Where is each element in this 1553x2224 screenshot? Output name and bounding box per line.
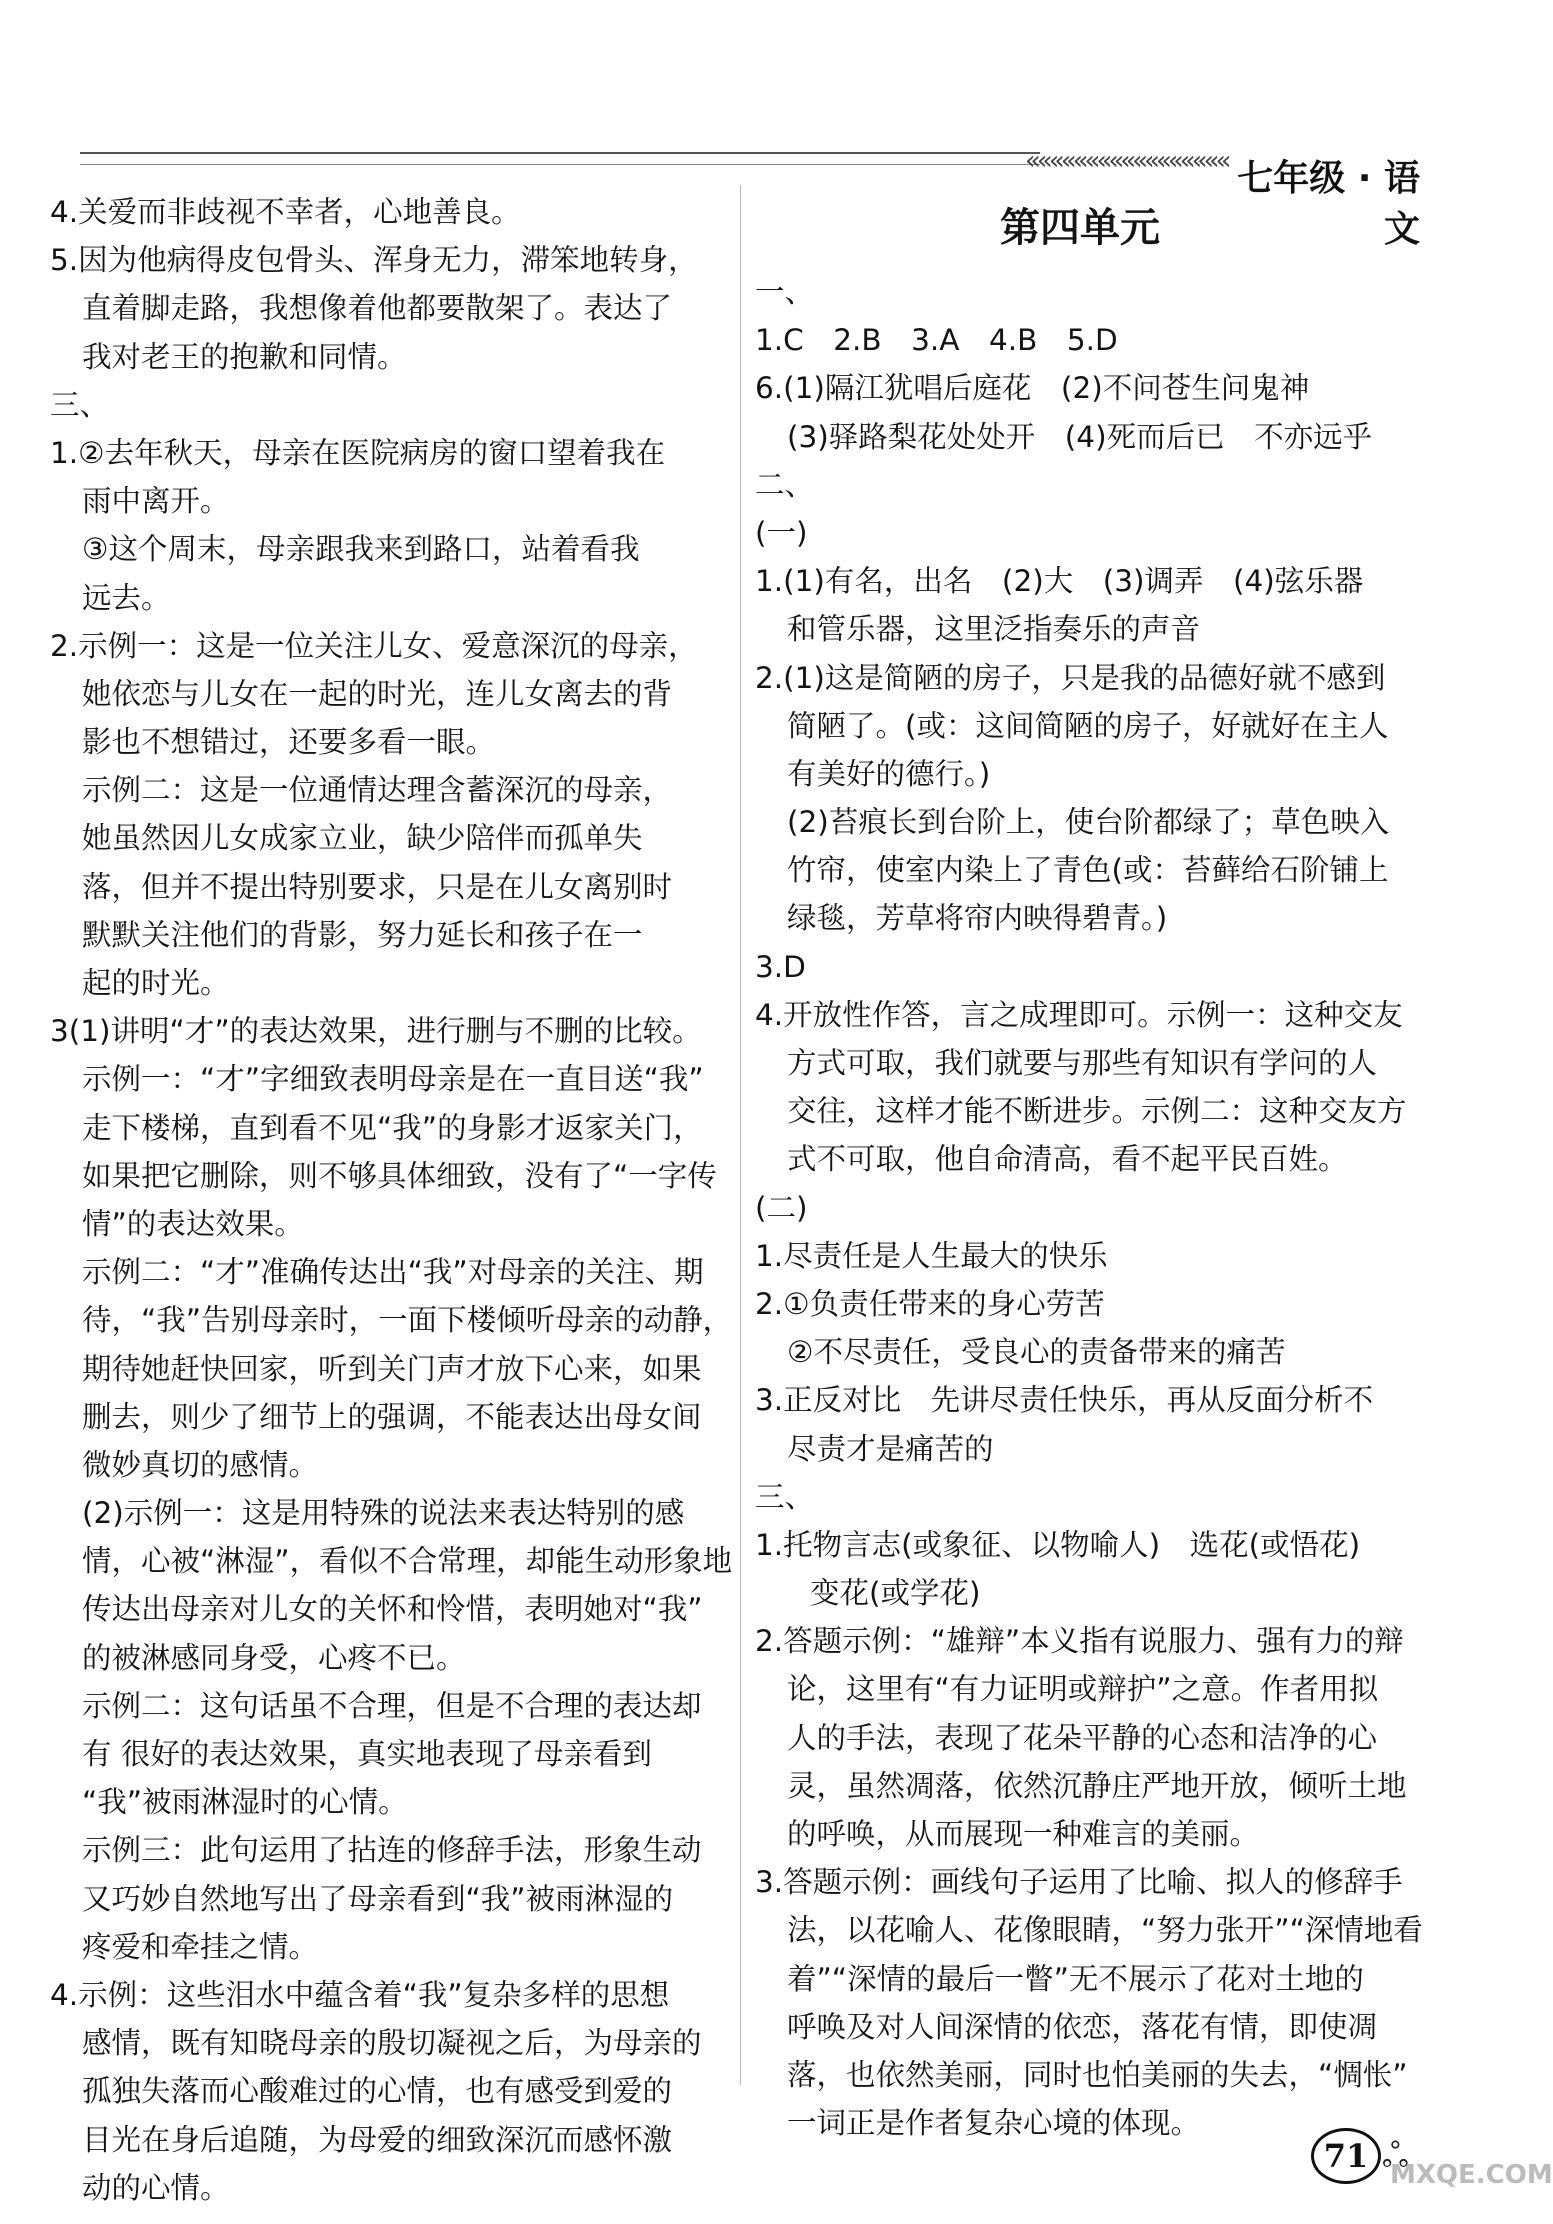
- text-line: 动的心情。: [82, 2170, 230, 2205]
- text-line: 和管乐器，这里泛指奏乐的声音: [787, 612, 1201, 647]
- text-line: 法，以花喻人、花像眼睛，“努力张开”“深情地看: [787, 1913, 1423, 1948]
- section-heading: 三、: [50, 387, 110, 422]
- subsection-heading: (一): [755, 515, 808, 550]
- left-column: [50, 188, 733, 2212]
- text-line: 示例三：此句运用了拈连的修辞手法，形象生动: [82, 1833, 702, 1868]
- text-line: 6.(1)隔江犹唱后庭花 (2)不问苍生问鬼神: [755, 371, 1310, 406]
- text-line: 又巧妙自然地写出了母亲看到“我”被雨淋湿的: [82, 1881, 674, 1916]
- text-line: 灵，虽然凋落，依然沉静庄严地开放，倾听土地: [787, 1768, 1407, 1803]
- text-line: 式不可取，他自命清高，看不起平民百姓。: [787, 1142, 1348, 1177]
- text-line: 目光在身后追随，为母爱的细致深沉而感怀激: [82, 2122, 673, 2157]
- text-line: 1.C 2.B 3.A 4.B 5.D: [755, 323, 1118, 358]
- text-line: 1.②去年秋天，母亲在医院病房的窗口望着我在: [50, 435, 666, 470]
- text-line: 走下楼梯，直到看不见“我”的身影才返家关门，: [82, 1110, 703, 1145]
- text-line: 3.答题示例：画线句子运用了比喻、拟人的修辞手: [755, 1865, 1403, 1900]
- text-line: 她虽然因儿女成家立业，缺少陪伴而孤单失: [82, 821, 643, 856]
- text-line: 直着脚走路，我想像着他都要散架了。表达了: [82, 291, 673, 326]
- text-line: 落，也依然美丽，同时也怕美丽的失去，“惆怅”: [787, 2057, 1408, 2092]
- text-line: 交往，这样才能不断进步。示例二：这种交友方: [787, 1094, 1407, 1129]
- text-line: 删去，则少了细节上的强调，不能表达出母女间: [82, 1399, 702, 1434]
- text-line: 微妙真切的感情。: [82, 1447, 319, 1482]
- text-line: “我”被雨淋湿时的心情。: [82, 1785, 408, 1820]
- text-line: 论，这里有“有力证明或辩护”之意。作者用拟: [787, 1672, 1379, 1707]
- text-line: 疼爱和牵挂之情。: [82, 1929, 319, 1964]
- column-divider: [740, 185, 741, 2085]
- text-line: 示例二：这是一位通情达理含蓄深沉的母亲，: [82, 773, 673, 808]
- text-line: 一词正是作者复杂心境的体现。: [787, 2106, 1201, 2141]
- header-chevron-decoration: «««««««««««««««««: [1025, 146, 1228, 176]
- text-line: 她依恋与儿女在一起的时光，连儿女离去的背: [82, 676, 673, 711]
- text-line: 变花(或学花): [810, 1576, 981, 1611]
- text-line: 感情，既有知晓母亲的殷切凝视之后，为母亲的: [82, 2026, 702, 2061]
- text-line: 示例一：“才”字细致表明母亲是在一直目送“我”: [82, 1062, 704, 1097]
- text-line: 方式可取，我们就要与那些有知识有学问的人: [787, 1046, 1378, 1080]
- text-line: 默默关注他们的背影，努力延长和孩子在一: [82, 917, 643, 952]
- watermark: MXQE.COM: [1390, 2160, 1553, 2190]
- mascot-icon: ஃ: [1382, 2136, 1409, 2176]
- text-line: 呼唤及对人间深情的依恋，落花有情，即使凋: [787, 2009, 1378, 2044]
- text-line: 2.(1)这是简陋的房子，只是我的品德好就不感到: [755, 660, 1386, 695]
- text-line: 情，心被“淋湿”，看似不合常理，却能生动形象地: [82, 1544, 733, 1579]
- text-line: 1.托物言志(或象征、以物喻人) 选花(或悟花): [755, 1527, 1361, 1562]
- text-line: 传达出母亲对儿女的关怀和怜惜，表明她对“我”: [82, 1592, 703, 1627]
- text-line: 尽责才是痛苦的: [787, 1431, 994, 1466]
- unit-title: 第四单元: [1000, 204, 1160, 251]
- text-line: 期待她赶快回家，听到关门声才放下心来，如果: [82, 1351, 702, 1386]
- text-line: 示例二：“才”准确传达出“我”对母亲的关注、期: [82, 1255, 704, 1290]
- text-line: 雨中离开。: [82, 484, 230, 519]
- text-line: 绿毯，芳草将帘内映得碧青。): [787, 901, 1168, 936]
- text-line: 3(1)讲明“才”的表达效果，进行删与不删的比较。: [50, 1014, 702, 1049]
- text-line: 3.正反对比 先讲尽责任快乐，再从反面分析不: [755, 1383, 1374, 1418]
- subsection-heading: (二): [755, 1190, 808, 1225]
- text-line: 情”的表达效果。: [82, 1206, 304, 1241]
- text-line: 远去。: [82, 580, 171, 615]
- text-line: 着”“深情的最后一瞥”无不展示了花对土地的: [787, 1961, 1364, 1996]
- text-line: 4.示例：这些泪水中蕴含着“我”复杂多样的思想: [50, 1977, 670, 2012]
- text-line: 孤独失落而心酸难过的心情，也有感受到爱的: [82, 2074, 673, 2109]
- text-line: 4.开放性作答，言之成理即可。示例一：这种交友: [755, 997, 1403, 1032]
- text-line: 2.①负责任带来的身心劳苦: [755, 1286, 1105, 1321]
- header-rule: [80, 152, 1040, 165]
- text-line: 人的手法，表现了花朵平静的心态和洁净的心: [787, 1720, 1378, 1755]
- text-line: 起的时光。: [82, 966, 230, 1000]
- text-line: 我对老王的抱歉和同情。: [82, 339, 407, 374]
- text-line: ③这个周末，母亲跟我来到路口，站着看我: [82, 532, 640, 567]
- page-number: 71: [1311, 2128, 1381, 2184]
- text-line: 2.示例一：这是一位关注儿女、爱意深沉的母亲，: [50, 628, 698, 663]
- text-line: 1.(1)有名，出名 (2)大 (3)调弄 (4)弦乐器: [755, 564, 1364, 599]
- text-line: 的被淋感同身受，心疼不已。: [82, 1640, 466, 1675]
- text-line: 示例二：这句话虽不合理，但是不合理的表达却: [82, 1688, 702, 1723]
- text-line: 简陋了。(或：这间简陋的房子，好就好在主人: [787, 708, 1389, 743]
- text-line: 待，“我”告别母亲时，一面下楼倾听母亲的动静，: [82, 1303, 733, 1338]
- text-line: 如果把它删除，则不够具体细致，没有了“一字传: [82, 1158, 717, 1193]
- right-column: [755, 188, 1423, 2147]
- text-line: 落，但并不提出特别要求，只是在儿女离别时: [82, 869, 673, 904]
- text-line: 5.因为他病得皮包骨头、浑身无力，滞笨地转身，: [50, 243, 698, 278]
- text-line: 2.答题示例：“雄辩”本义指有说服力、强有力的辩: [755, 1624, 1404, 1659]
- text-line: (3)驿路梨花处处开 (4)死而后已 不亦远乎: [787, 419, 1373, 454]
- text-line: (2)苔痕长到台阶上，使台阶都绿了；草色映入: [787, 805, 1390, 840]
- text-line: 1.尽责任是人生最大的快乐: [755, 1238, 1108, 1273]
- section-heading: 一、: [755, 275, 815, 309]
- text-line: 有美好的德行。): [787, 756, 991, 791]
- text-line: (2)示例一：这是用特殊的说法来表达特别的感: [82, 1496, 685, 1531]
- section-heading: 二、: [755, 467, 815, 502]
- text-line: 有 很好的表达效果，真实地表现了母亲看到: [82, 1737, 652, 1771]
- text-line: 3.D: [755, 949, 806, 984]
- header-title: 七年级 · 语文: [1237, 158, 1420, 250]
- text-line: ②不尽责任，受良心的责备带来的痛苦: [787, 1335, 1286, 1370]
- text-line: 影也不想错过，还要多看一眼。: [82, 725, 496, 760]
- text-line: 的呼唤，从而展现一种难言的美丽。: [787, 1817, 1260, 1851]
- text-line: 竹帘，使室内染上了青色(或：苔藓给石阶铺上: [787, 853, 1389, 888]
- text-line: 4.关爱而非歧视不幸者，心地善良。: [50, 195, 521, 229]
- section-heading: 三、: [755, 1479, 815, 1514]
